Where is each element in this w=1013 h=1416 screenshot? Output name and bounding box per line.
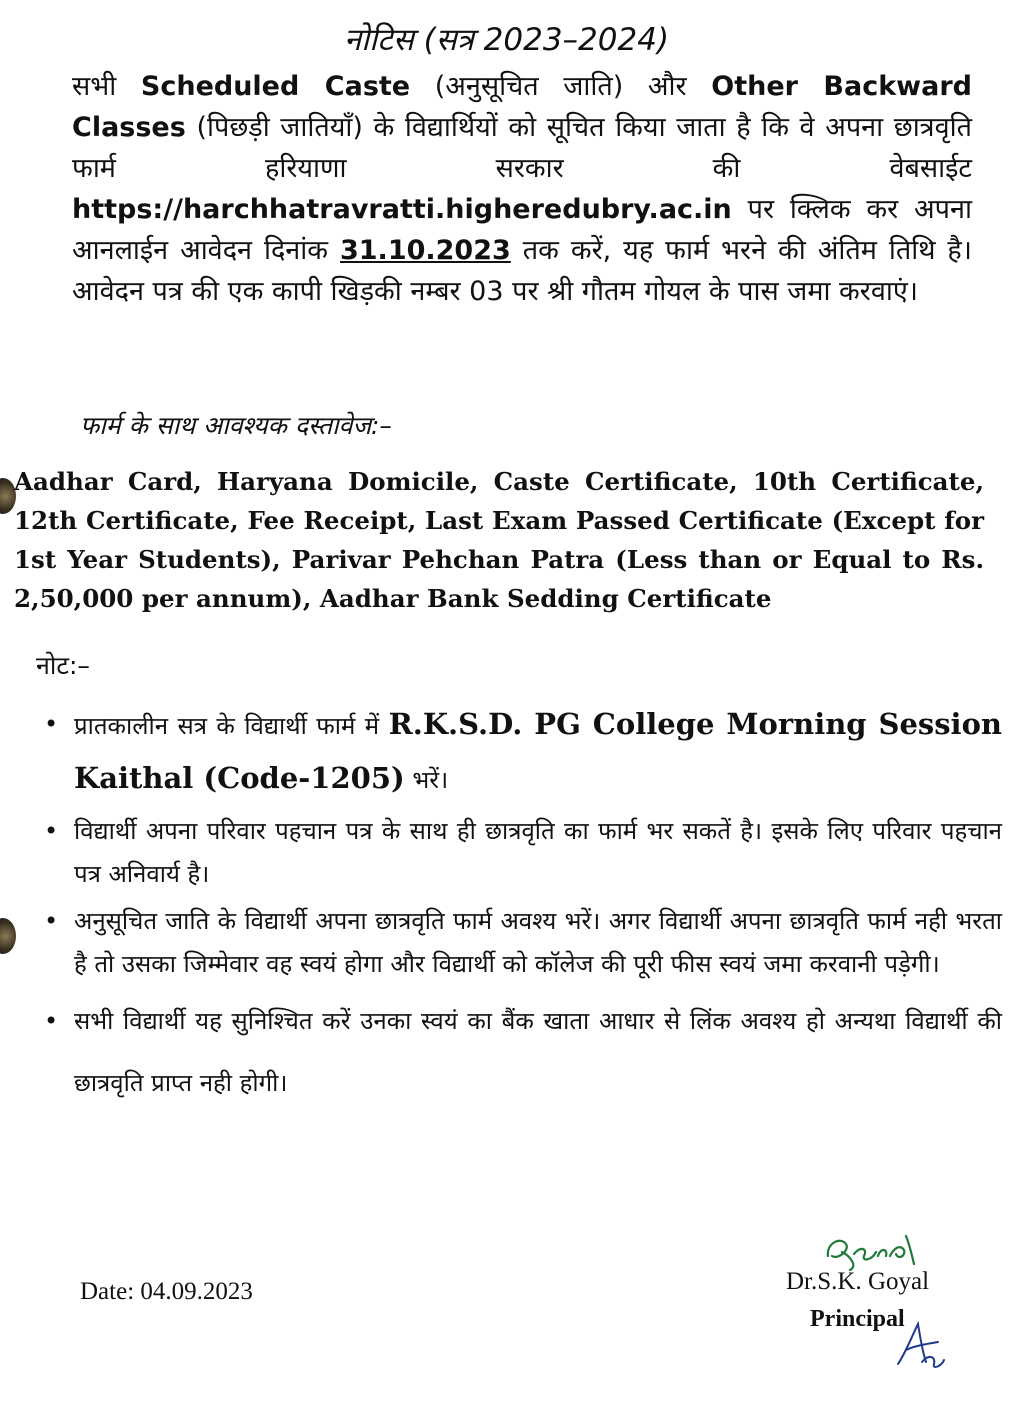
college-name: R.K.S.D. PG College Morning Session Kaithal (Code-1205) (74, 707, 1003, 795)
signature-icon (820, 1226, 930, 1274)
notice-title: नोटिस (सत्र 2023–2024) (343, 22, 670, 58)
notes-list (40, 698, 1002, 1118)
documents-heading: फार्म के साथ आवश्यक दस्तावेज:– (80, 411, 392, 440)
intro-other-backward-classes: Other Backward Classes (72, 71, 972, 143)
note-1-text-b: भरें। (404, 766, 449, 794)
binder-hole-bottom (0, 918, 16, 954)
scholarship-website-url: https://harchhatravratti.higheredubry.ac.in (72, 194, 732, 225)
note-4-text: सभी विद्यार्थी यह सुनिश्चित करें उनका स्वयं का बैंक खाता आधार से लिंक अवश्य हो अन्यथा विद्यार्थी की छात्रवृति प्राप्त नही होगी। (74, 1007, 1002, 1097)
signer-title: Principal (810, 1306, 905, 1332)
note-item-parivar-pehchan (40, 810, 1002, 896)
notice-date: Date: 04.09.2023 (80, 1278, 253, 1305)
intro-text-4: पर क्लिक कर अपना आनलाईन आवेदन दिनांक (72, 194, 972, 266)
intro-text-2: (अनुसूचित जाति) और (410, 71, 712, 102)
intro-text-5: तक करें, यह फार्म भरने की अंतिम तिथि है। आवेदन पत्र की एक कापी खिड़की नम्बर 03 पर श्री गौतम गोयल के पास जमा करवाएं। (72, 235, 972, 307)
note-item-sc-students (40, 900, 1002, 986)
note-1-text-a: प्रातकालीन सत्र के विद्यार्थी फार्म में (74, 712, 389, 740)
note-3-text: अनुसूचित जाति के विद्यार्थी अपना छात्रवृति फार्म अवश्य भरें। अगर विद्यार्थी अपना छात्रवृति फार्म नही भरता है तो उसका जिम्मेवार वह स्वयं होगा और विद्यार्थी को कॉलेज की पूरी फीस स्वयं जमा करवानी पड़ेगी। (74, 907, 1002, 978)
bullet-icon: • (44, 907, 59, 935)
initials-icon (892, 1316, 948, 1372)
note-item-morning-session (40, 698, 1002, 806)
intro-text-3: (पिछड़ी जातियाँ) के विद्यार्थियों को सूचित किया जाता है कि वे अपना छात्रवृति फार्म हरियाणा सरकार की वेबसाईट (72, 112, 972, 184)
notice-intro-paragraph (72, 66, 972, 312)
bullet-icon: • (44, 817, 59, 845)
signer-name: Dr.S.K. Goyal (786, 1268, 930, 1295)
documents-list: Aadhar Card, Haryana Domicile, Caste Certificate, 10th Certificate, 12th Certificate, Fee Receipt, Last Exam Passed Certificate (Except for 1st Year Students), Parivar Pehchan Patra (Less than or Equal to Rs. 2,50,000 per annum), Aadhar Bank Sedding Certificate (14, 467, 984, 613)
note-heading: नोट:– (36, 651, 90, 680)
last-date: 31.10.2023 (339, 235, 511, 266)
intro-text-1: सभी (72, 71, 141, 102)
bullet-icon: • (44, 710, 59, 738)
note-2-text: विद्यार्थी अपना परिवार पहचान पत्र के साथ ही छात्रवृति का फार्म भर सकतें है। इसके लिए परिवार पहचान पत्र अनिवार्य है। (74, 817, 1002, 888)
intro-scheduled-caste: Scheduled Caste (140, 71, 411, 102)
note-item-bank-aadhar-link (40, 990, 1002, 1114)
bullet-icon: • (44, 1007, 59, 1035)
